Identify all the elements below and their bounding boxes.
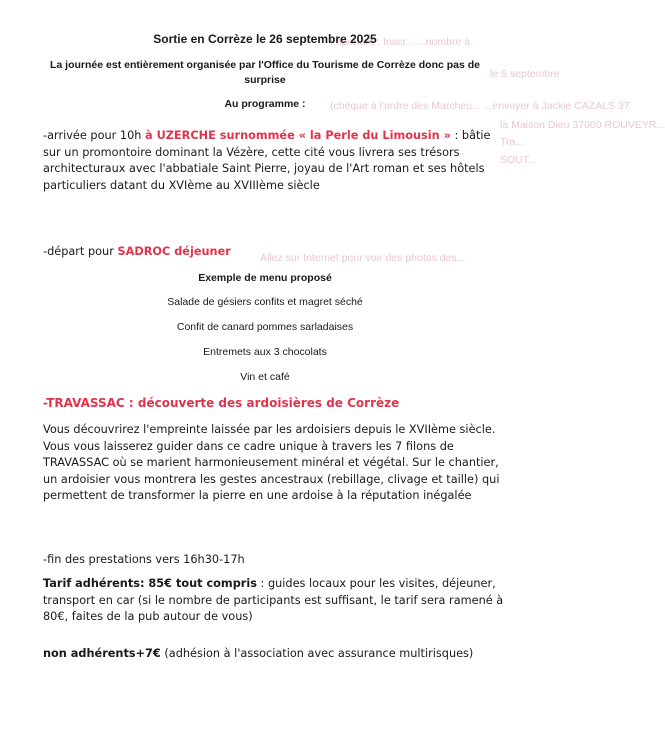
menu-heading: Exemple de menu proposé <box>198 272 332 284</box>
tarif-label: Tarif adhérents: 85€ tout compris <box>43 577 257 590</box>
programme-heading: Au programme : <box>224 98 306 110</box>
ghost-line: la Maison Dieu 37000 ROUVEYR... <box>500 119 665 131</box>
non-adherents-paragraph <box>43 646 508 663</box>
sadroc-prefix: -départ pour <box>43 245 118 258</box>
uzerche-text: : bâtie sur un promontoire dominant la Vézère, cette cité vous livrera ses trésors architecturaux avec l'abbatiale Saint Pierre, joyau de l'Art roman et ses hôtels particuliers datant du XVIème au XVIIIème siècle <box>43 129 491 192</box>
tarif-text: : guides locaux pour les visites, déjeuner, transport en car (si le nombre de participants est suffisant, le tarif sera ramené à 80€, faites de la pub autour de vous) <box>43 577 504 623</box>
menu-item: Salade de gésiers confits et magret séché <box>167 296 363 308</box>
sadroc-highlight: SADROC déjeuner <box>117 245 231 258</box>
tarif-paragraph <box>43 576 508 626</box>
ghost-line: (chèque à l'ordre des Marcheu... ...envoyer à Jackie CAZALS 37 <box>330 100 630 112</box>
travassac-heading: -TRAVASSAC : découverte des ardoisières de Corrèze <box>43 396 400 410</box>
uzerche-prefix: -arrivée pour 10h <box>43 129 146 142</box>
intro-text: La journée est entièrement organisée par l'Office du Tourisme de Corrèze donc pas de surprise <box>50 59 480 86</box>
menu-item: Entremets aux 3 chocolats <box>203 346 327 358</box>
uzerche-highlight: à UZERCHE surnommée « la Perle du Limousin » <box>145 129 451 142</box>
non-adherents-text: (adhésion à l'association avec assurance multirisques) <box>160 647 474 660</box>
menu-item: Confit de canard pommes sarladaises <box>176 321 354 333</box>
ghost-line: Allez sur Internet pour voir des photos des... <box>260 252 466 264</box>
page-title: Sortie en Corrèze le 26 septembre 2025 <box>153 32 377 46</box>
menu-item: Vin et café <box>240 371 290 383</box>
ghost-line: Tra... <box>500 136 525 148</box>
ghost-line: le 5 septembre <box>490 68 560 80</box>
travassac-paragraph: Vous découvrirez l'empreinte laissée par les ardoisiers depuis le XVIIème siècle. Vous vous laisserez guider dans ce cadre unique à travers les 7 filons de TRAVASSAC où se marient harmonieusement minéral et végétal. Sur le chantier, un ardoisier vous montrera les gestes ancestraux (rebillage, clivage et taille) qui permettent de transformer la pierre en une ardoise à la réputation inégalée <box>43 423 500 502</box>
uzerche-paragraph <box>43 128 508 194</box>
ghost-line: Important : Inscr... ...nombre à <box>330 36 471 48</box>
ghost-line: SOUT... <box>500 154 537 166</box>
sadroc-paragraph <box>43 244 508 261</box>
end-time-line: -fin des prestations vers 16h30-17h <box>43 553 245 566</box>
non-adherents-label: non adhérents+7€ <box>43 647 161 660</box>
